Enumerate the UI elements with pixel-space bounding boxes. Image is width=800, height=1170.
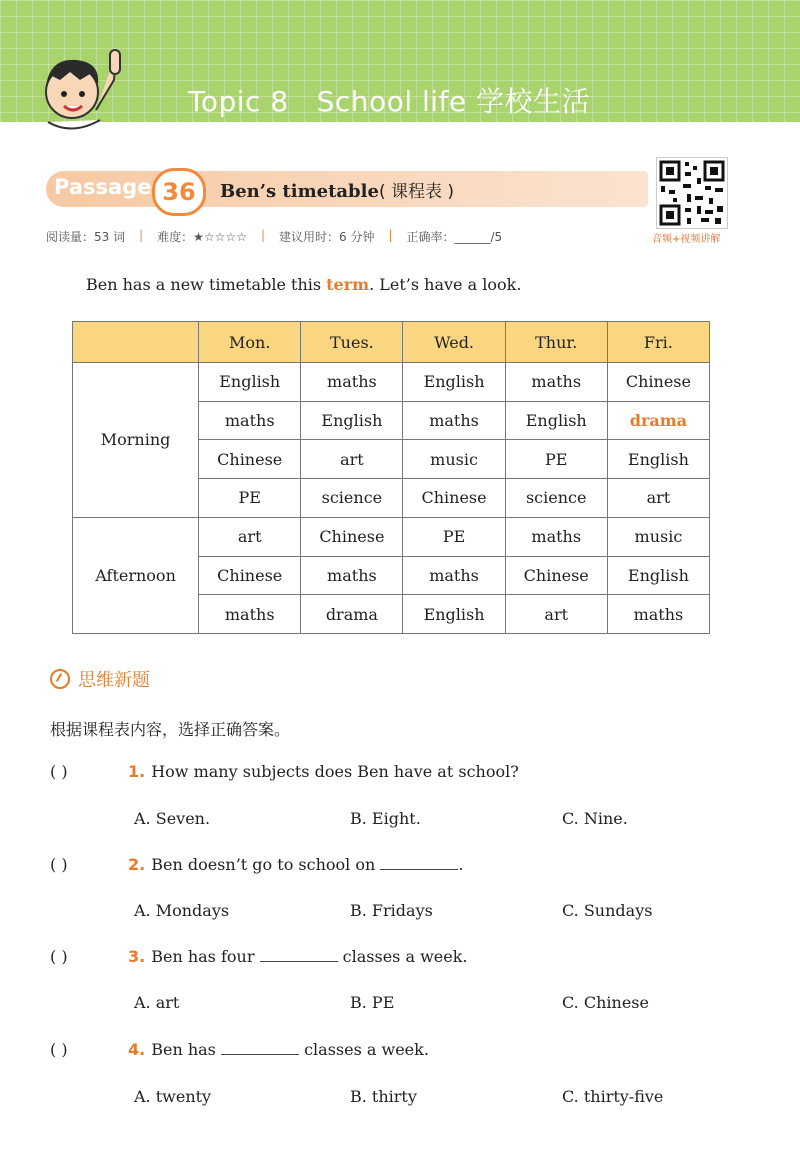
option-c[interactable]: C. Chinese [562, 993, 649, 1012]
table-cell: science [505, 479, 607, 518]
table-cell: Chinese [607, 363, 709, 402]
pencil-icon [50, 669, 70, 689]
option-a[interactable]: A. art [134, 993, 180, 1012]
difficulty-stars-icon: ★☆☆☆☆ [193, 230, 247, 244]
table-cell: music [403, 440, 505, 479]
table-cell: English [505, 401, 607, 440]
day-header: Fri. [607, 322, 709, 363]
table-cell: Chinese [199, 556, 301, 595]
question-text-end: classes a week. [342, 947, 468, 966]
answer-bracket[interactable]: ( ) [50, 762, 68, 781]
option-a[interactable]: A. twenty [134, 1087, 212, 1106]
option-a[interactable]: A. Seven. [134, 809, 211, 828]
option-a[interactable]: A. Mondays [134, 901, 230, 920]
fill-blank[interactable] [221, 1040, 299, 1055]
qr-code-icon[interactable] [656, 157, 728, 229]
table-cell: PE [505, 440, 607, 479]
table-cell: maths [301, 556, 403, 595]
table-cell: English [301, 401, 403, 440]
table-cell: PE [199, 479, 301, 518]
intro-text: Ben has a new timetable this [86, 275, 327, 294]
option-b[interactable]: B. Fridays [350, 901, 433, 920]
table-cell: English [403, 595, 505, 634]
instruction: 根据课程表内容，选择正确答案。 [50, 720, 291, 739]
banner-title [188, 80, 618, 120]
table-row [73, 363, 710, 402]
section-heading [50, 666, 150, 692]
table-cell: art [505, 595, 607, 634]
passage-title-cn: ( 课程表 ) [378, 182, 455, 202]
table-cell: art [301, 440, 403, 479]
timetable [72, 321, 710, 634]
question-number: 4. [128, 1040, 146, 1059]
intro-sentence [86, 275, 521, 294]
qr-caption: 音频+视频讲解 [652, 234, 721, 245]
table-cell: Chinese [403, 479, 505, 518]
difficulty [157, 228, 247, 245]
intro-text: . Let’s have a look. [369, 275, 522, 294]
fill-blank[interactable] [380, 855, 458, 870]
meta-divider: | [260, 228, 265, 242]
meta-divider: | [388, 228, 393, 242]
topic-name: School life 学校生活 [316, 85, 591, 118]
period-label-afternoon: Afternoon [73, 517, 199, 633]
question-1 [50, 762, 750, 781]
table-cell: Chinese [505, 556, 607, 595]
corner-cell [73, 322, 199, 363]
boy-mascot-icon [30, 40, 140, 140]
answer-bracket[interactable]: ( ) [50, 947, 68, 966]
question-text-end: classes a week. [304, 1040, 429, 1059]
topic-number: Topic 8 [188, 85, 289, 118]
table-cell: English [607, 556, 709, 595]
passage-title [220, 177, 454, 202]
day-header: Thur. [505, 322, 607, 363]
passage-title-en: Ben’s timetable [220, 181, 379, 202]
option-c[interactable]: C. Sundays [562, 901, 653, 920]
table-cell: science [301, 479, 403, 518]
answer-bracket[interactable]: ( ) [50, 1040, 68, 1059]
table-cell: English [199, 363, 301, 402]
passage-label: Passage [54, 175, 152, 199]
table-cell: maths [301, 363, 403, 402]
table-cell: Chinese [199, 440, 301, 479]
question-text-end: . [458, 855, 464, 874]
table-cell: English [607, 440, 709, 479]
table-cell: maths [505, 363, 607, 402]
table-cell: maths [199, 401, 301, 440]
table-cell: art [199, 517, 301, 556]
word-count: 阅读量：53 词 [46, 230, 126, 244]
meta-divider: | [139, 228, 144, 242]
day-header: Wed. [403, 322, 505, 363]
section-title: 思维新题 [78, 670, 150, 691]
option-c[interactable]: C. thirty-five [562, 1087, 664, 1106]
table-cell: English [403, 363, 505, 402]
timetable-header-row [73, 322, 710, 363]
question-number: 1. [128, 762, 146, 781]
table-cell: maths [607, 595, 709, 634]
table-row [73, 517, 710, 556]
table-cell-highlighted: drama [607, 401, 709, 440]
table-cell: maths [505, 517, 607, 556]
answer-bracket[interactable]: ( ) [50, 855, 68, 874]
option-b[interactable]: B. Eight. [350, 809, 421, 828]
question-number: 3. [128, 947, 146, 966]
accuracy-field[interactable]: 正确率：______/5 [406, 230, 503, 244]
table-cell: Chinese [301, 517, 403, 556]
question-4 [50, 1040, 750, 1059]
day-header: Mon. [199, 322, 301, 363]
question-3 [50, 947, 750, 966]
question-number: 2. [128, 855, 146, 874]
suggested-time: 建议用时：6 分钟 [279, 230, 375, 244]
fill-blank[interactable] [260, 947, 338, 962]
table-cell: maths [403, 401, 505, 440]
difficulty-label: 难度： [157, 230, 194, 244]
table-cell: music [607, 517, 709, 556]
table-cell: art [607, 479, 709, 518]
option-c[interactable]: C. Nine. [562, 809, 628, 828]
table-cell: drama [301, 595, 403, 634]
passage-number: 36 [152, 168, 206, 216]
question-2 [50, 855, 750, 874]
period-label-morning: Morning [73, 363, 199, 518]
table-cell: PE [403, 517, 505, 556]
passage-meta [46, 228, 516, 245]
question-text: Ben doesn’t go to school on [151, 855, 376, 874]
option-b[interactable]: B. thirty [350, 1087, 417, 1106]
table-cell: maths [199, 595, 301, 634]
table-cell: maths [403, 556, 505, 595]
question-text: Ben has four [151, 947, 255, 966]
option-b[interactable]: B. PE [350, 993, 395, 1012]
question-text: How many subjects does Ben have at school? [151, 762, 519, 781]
question-text: Ben has [151, 1040, 216, 1059]
day-header: Tues. [301, 322, 403, 363]
highlighted-word: term [326, 275, 370, 294]
